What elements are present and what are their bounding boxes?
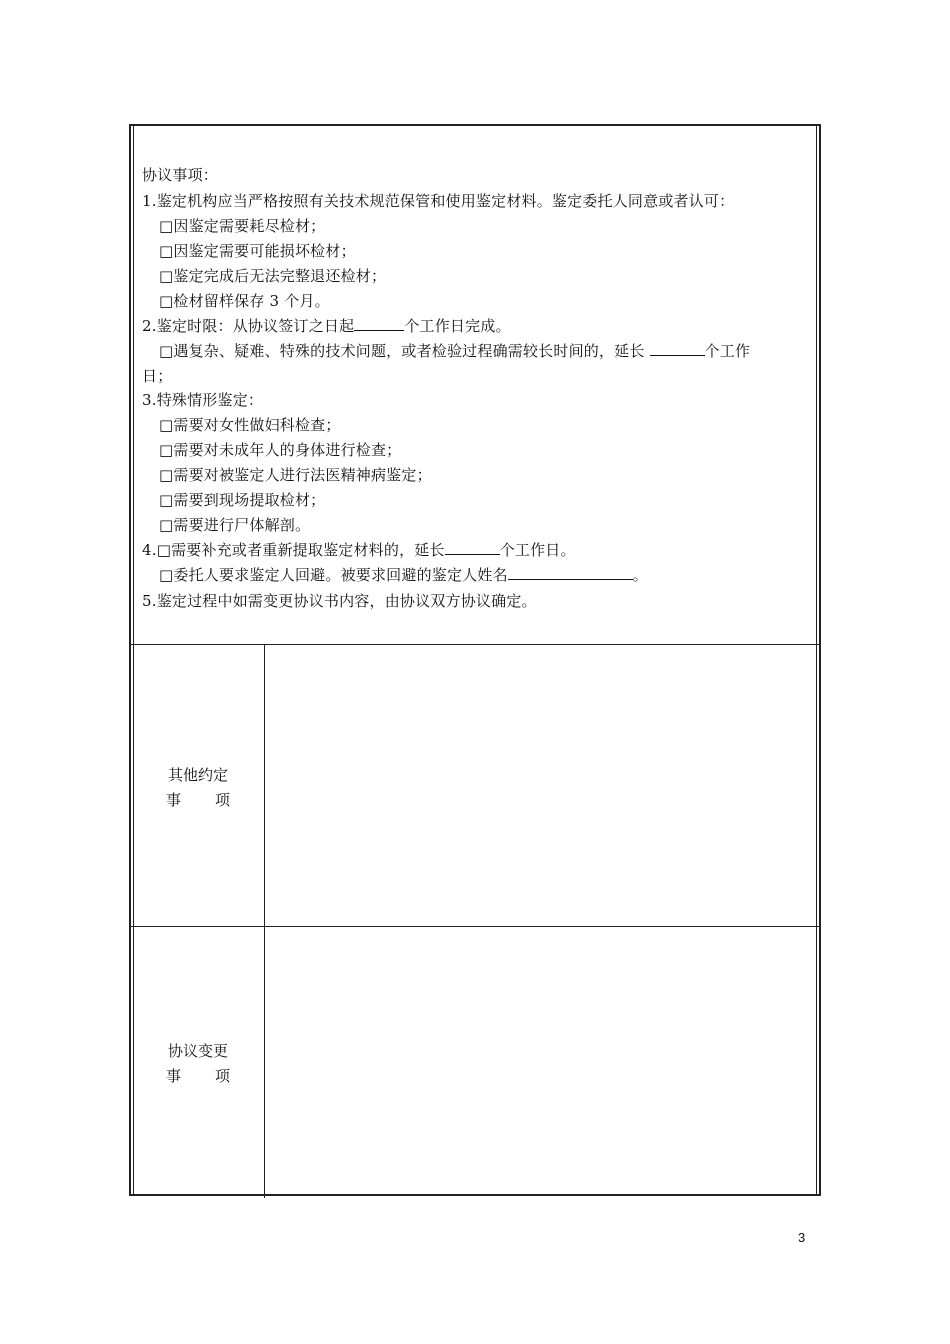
change-terms-label-line2 [131, 1064, 265, 1089]
item-3-text: 3.特殊情形鉴定： [142, 391, 264, 409]
agreement-items-cell [131, 126, 819, 645]
supplement-days-blank[interactable] [445, 540, 500, 555]
item-2-line [142, 316, 511, 336]
other-terms-label [131, 763, 265, 813]
other-terms-row [131, 645, 819, 927]
other-terms-label-char: 项 [215, 791, 231, 809]
item-2-option-suffix: 个工作 [704, 342, 751, 360]
item-1-option[interactable]: □检材留样保存 3 个月。 [159, 292, 330, 310]
extension-days-blank[interactable] [650, 341, 705, 356]
change-terms-label [131, 1039, 265, 1089]
change-terms-row [131, 927, 819, 1198]
item-1-option[interactable]: □因鉴定需要可能损坏检材； [159, 242, 356, 260]
item-1-option[interactable]: □鉴定完成后无法完整退还检材； [159, 267, 387, 285]
other-terms-label-line2 [131, 788, 265, 813]
item-3-option[interactable]: □需要对未成年人的身体进行检查； [159, 441, 402, 459]
item-1-option[interactable]: □因鉴定需要耗尽检材； [159, 217, 326, 235]
change-terms-label-char: 项 [215, 1067, 231, 1085]
item-3-option[interactable]: □需要对女性做妇科检查； [159, 416, 341, 434]
other-terms-content[interactable] [265, 645, 819, 926]
agreement-heading: 协议事项： [142, 166, 219, 184]
item-2-option-line[interactable] [159, 341, 750, 361]
item-3-option[interactable]: □需要进行尸体解剖。 [159, 516, 311, 534]
agreement-form-table [129, 124, 821, 1196]
item-2-option-wrap: 日； [142, 367, 173, 385]
item-2-option-prefix: □遇复杂、疑难、特殊的技术问题，或者检验过程确需较长时间的，延长 [159, 342, 645, 360]
change-terms-content[interactable] [265, 927, 819, 1198]
item-4-suffix: 个工作日。 [499, 541, 576, 559]
change-terms-label-line1: 协议变更 [167, 1042, 228, 1060]
page-number: 3 [798, 1230, 806, 1245]
other-terms-label-line1: 其他约定 [167, 766, 228, 784]
change-terms-label-cell [131, 927, 265, 1198]
item-3-option[interactable]: □需要到现场提取检材； [159, 491, 326, 509]
item-4-option-suffix: 。 [632, 566, 648, 584]
item-3-option[interactable]: □需要对被鉴定人进行法医精神病鉴定； [159, 466, 432, 484]
change-terms-label-char: 事 [165, 1067, 181, 1085]
item-4-prefix: 4.□需要补充或者重新提取鉴定材料的，延长 [142, 541, 445, 559]
item-4-option-prefix: □委托人要求鉴定人回避。被要求回避的鉴定人姓名 [159, 566, 508, 584]
item-2-prefix: 2.鉴定时限：从协议签订之日起 [142, 317, 355, 335]
item-2-suffix: 个工作日完成。 [404, 317, 511, 335]
item-5-text: 5.鉴定过程中如需变更协议书内容，由协议双方协议确定。 [142, 592, 537, 610]
other-terms-label-cell [131, 645, 265, 926]
item-4-option-line[interactable] [159, 565, 648, 585]
days-blank[interactable] [354, 316, 404, 331]
recused-name-blank[interactable] [508, 565, 633, 580]
item-1-text: 1.鉴定机构应当严格按照有关技术规范保管和使用鉴定材料。鉴定委托人同意或者认可： [142, 192, 735, 210]
other-terms-label-char: 事 [165, 791, 181, 809]
item-4-line[interactable] [142, 540, 576, 560]
